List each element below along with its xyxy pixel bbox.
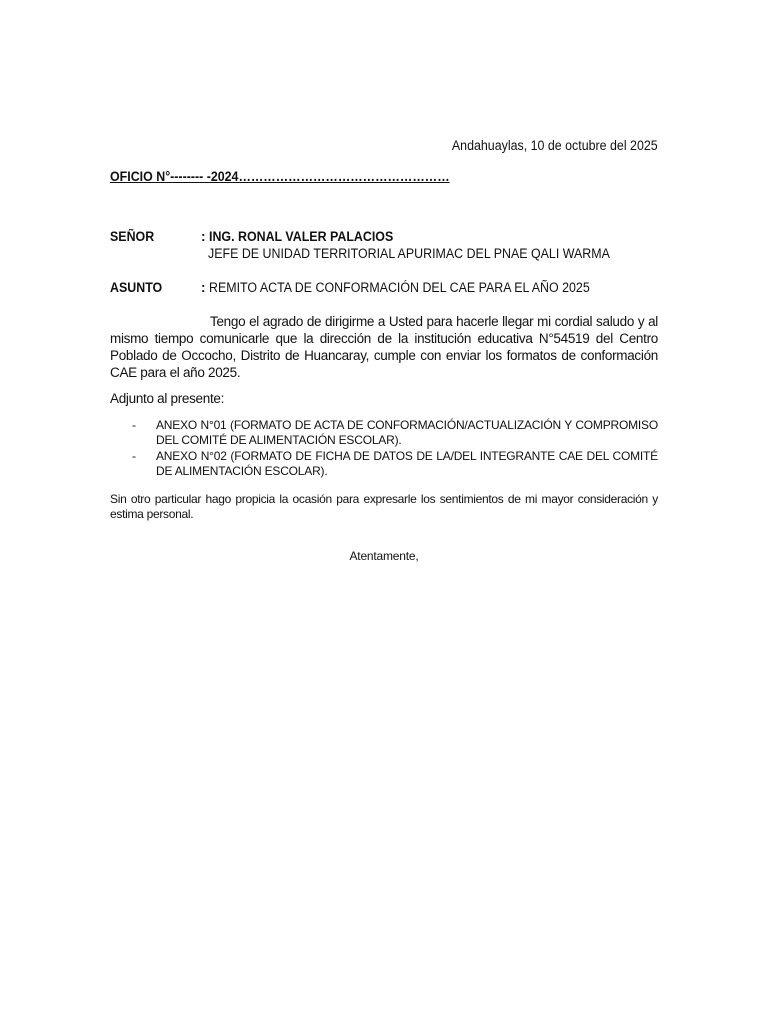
sign-off: Atentamente, [349, 549, 419, 563]
subject-text: REMITO ACTA DE CONFORMACIÓN DEL CAE PARA EL AÑO 2025 [209, 280, 590, 295]
annex-text: ANEXO N°01 (FORMATO DE ACTA DE CONFORMACIÓN/ACTUALIZACIÓN Y COMPROMISO DEL COMITÉ DE ALIMENTACIÓN ESCOLAR). [156, 418, 658, 447]
list-item [110, 418, 658, 448]
attached-intro: Adjunto al presente: [110, 391, 225, 406]
annex-bullet: - [132, 449, 136, 463]
recipient-colon: : [201, 229, 206, 244]
annex-list [110, 418, 658, 480]
body-paragraph: Tengo el agrado de dirigirme a Usted para hacerle llegar mi cordial saludo y al mismo tiempo comunicarle que la dirección de la institución educativa N°54519 del Centro Poblado de Occocho, Distrito de Huancaray, cumple con enviar los formatos de conformación CAE para el año 2025. [110, 314, 658, 380]
recipient-label: SEÑOR [110, 229, 155, 244]
recipient-role: JEFE DE UNIDAD TERRITORIAL APURIMAC DEL PNAE QALI WARMA [208, 246, 610, 261]
list-item [110, 449, 658, 479]
subject-colon: : [201, 280, 206, 295]
annex-bullet: - [132, 418, 136, 432]
subject-label: ASUNTO [110, 280, 163, 295]
annex-text: ANEXO N°02 (FORMATO DE FICHA DE DATOS DE LA/DEL INTEGRANTE CAE DEL COMITÉ DE ALIMENTACIÓN ESCOLAR). [156, 449, 658, 478]
oficio-number: OFICIO N°-------- -2024…………………………………………… [110, 169, 450, 184]
letter-date: Andahuaylas, 10 de octubre del 2025 [452, 138, 658, 153]
closing-paragraph: Sin otro particular hago propicia la ocasión para expresarle los sentimientos de mi mayor consideración y estima personal. [110, 492, 658, 521]
recipient-name: ING. RONAL VALER PALACIOS [209, 229, 394, 244]
